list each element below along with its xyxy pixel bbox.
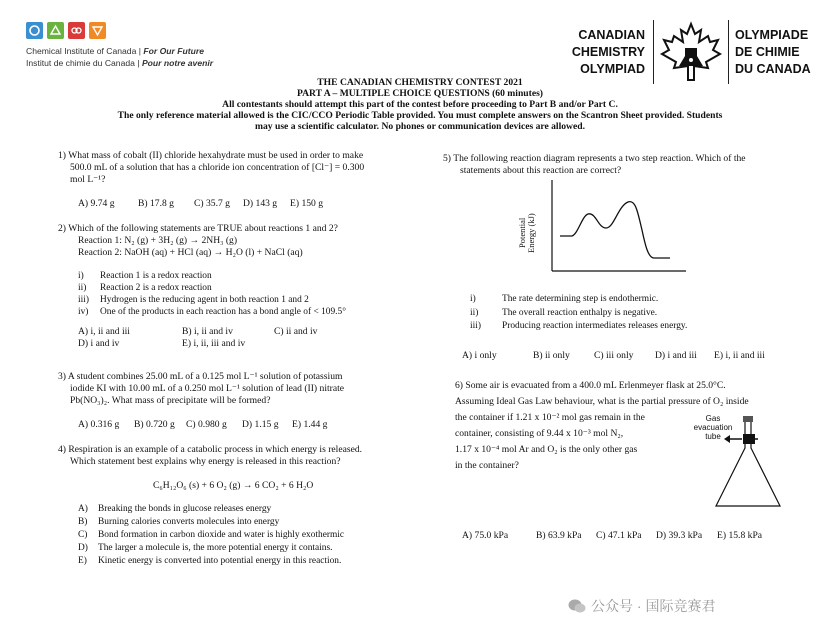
q5-answers bbox=[462, 350, 765, 362]
q1-answer-d[interactable]: D) 143 g bbox=[243, 198, 278, 209]
q3-answer-d[interactable]: D) 1.15 g bbox=[242, 419, 279, 430]
wechat-icon bbox=[568, 598, 586, 614]
q4-option-d[interactable]: The larger a molecule is, the more potential energy it contains. bbox=[98, 543, 333, 553]
wechat-watermark: 公众号 · 国际竞赛君 bbox=[568, 596, 715, 616]
csche-logo-icon bbox=[68, 22, 85, 39]
q2-answer-d[interactable]: D) i and iv bbox=[78, 338, 120, 349]
diagram-ylabel: Potential Energy (kJ) bbox=[517, 213, 536, 253]
q3-answers bbox=[58, 419, 418, 431]
respiration-equation: C₆H₁₂O₆ (s) + 6 O₂ (g) → 6 CO₂ + 6 H₂O bbox=[153, 480, 314, 491]
q6-answer-e[interactable]: E) 15.8 kPa bbox=[717, 530, 763, 541]
q5-answer-b[interactable]: B) ii only bbox=[533, 350, 570, 361]
q5-answer-a[interactable]: A) i only bbox=[462, 350, 497, 361]
header-divider-2 bbox=[728, 20, 729, 84]
ctc-logo-icon bbox=[89, 22, 106, 39]
cic-logo-row bbox=[26, 22, 106, 39]
q6-answer-b[interactable]: B) 63.9 kPa bbox=[536, 530, 582, 541]
q4-option-c[interactable]: Bond formation in carbon dioxide and water is highly exothermic bbox=[98, 530, 345, 540]
q1-answer-b[interactable]: B) 17.8 g bbox=[138, 198, 174, 209]
q6-answer-c[interactable]: C) 47.1 kPa bbox=[596, 530, 642, 541]
q3-answer-e[interactable]: E) 1.44 g bbox=[292, 419, 328, 430]
q4-option-e[interactable]: Kinetic energy is converted into potential energy in this reaction. bbox=[98, 556, 342, 566]
energy-curve bbox=[550, 178, 688, 273]
q1-answer-a[interactable]: A) 9.74 g bbox=[78, 198, 115, 209]
q6-answer-d[interactable]: D) 39.3 kPa bbox=[656, 530, 703, 541]
q6-answer-a[interactable]: A) 75.0 kPa bbox=[462, 530, 509, 541]
question-4: 4) Respiration is an example of a catabolic process in which energy is released. Which statement best explains why energy is released in this reaction? C₆H₁₂O₆ (s) + 6 O₂ (g) → 6 CO₂ + 6 H₂O A) Breaking the bonds in glucose releases energy B) Burning calories converts molecules into energy C) Bond formation in carbon dioxide and water is highly exothermic D) The larger a molecule is, the more potential energy it contains. E) Kinetic energy is converted into potential energy in this reaction. bbox=[58, 444, 428, 568]
reaction-energy-diagram bbox=[517, 178, 690, 280]
cic-tagline-fr: Institut de chimie du Canada | Pour notre avenir bbox=[26, 58, 214, 68]
q2-statements: i) Reaction 1 is a redox reaction ii) Reaction 2 is a redox reaction iii) Hydrogen is the reducing agent in both reaction 1 and 2 iv) One of the products in each reaction has a bond angle of < 109.5° bbox=[78, 271, 346, 317]
q2-answer-b[interactable]: B) i, ii and iv bbox=[182, 326, 233, 337]
header-divider bbox=[653, 20, 654, 84]
question-3: 3) A student combines 25.00 mL of a 0.125 mol L⁻¹ solution of potassium iodide KI with 10.00 mL of a 0.250 mol L⁻¹ solution of lead (II) nitrate Pb(NO₃)₂. What mass of precipitate will be formed? A) 0.316 g B) 0.720 g C) 0.980 g D) 1.15 g E) 1.44 g bbox=[58, 371, 418, 431]
q1-answer-c[interactable]: C) 35.7 g bbox=[194, 198, 230, 209]
q1-answers bbox=[58, 198, 408, 210]
question-6: 6) Some air is evacuated from a 400.0 mL Erlenmeyer flask at 25.0°C. Assuming Ideal Gas Law behaviour, what is the partial pressure of O₂ inside the container if 1.21 x 10⁻² mol gas remain in the container, consisting of 9.44 x 10⁻³ mol N₂, 1.17 x 10⁻⁴ mol Ar and O₂ is the only other gas in the container? bbox=[455, 380, 749, 471]
erlenmeyer-flask-icon bbox=[712, 414, 788, 514]
q6-answers bbox=[462, 530, 762, 542]
q2-answer-e[interactable]: E) i, ii, iii and iv bbox=[182, 338, 246, 349]
cic-tagline-en: Chemical Institute of Canada | For Our Future bbox=[26, 46, 204, 56]
q1-answer-e[interactable]: E) 150 g bbox=[290, 198, 324, 209]
q2-answers bbox=[58, 326, 428, 350]
cco-name-en: CANADIAN CHEMISTRY OLYMPIAD bbox=[571, 28, 645, 76]
q5-answer-e[interactable]: E) i, ii and iii bbox=[714, 350, 765, 361]
question-5: 5) The following reaction diagram represents a two step reaction. Which of the statements about this reaction are correct? bbox=[443, 153, 746, 176]
csc-logo-icon bbox=[47, 22, 64, 39]
q5-statements: i) The rate determining step is endothermic. ii) The overall reaction enthalpy is negative. iii) Producing reaction intermediates releases energy. bbox=[470, 294, 688, 331]
cic-logo-icon bbox=[26, 22, 43, 39]
q2-answer-c[interactable]: C) ii and iv bbox=[274, 326, 318, 337]
gas-tube-label: Gas evacuation tube bbox=[693, 414, 733, 441]
q4-options: A) Breaking the bonds in glucose releases energy B) Burning calories converts molecules into energy C) Bond formation in carbon dioxide and water is highly exothermic D) The larger a molecule is, the more potential energy it contains. E) Kinetic energy is converted into potential energy in this reaction. bbox=[58, 503, 428, 568]
q3-answer-b[interactable]: B) 0.720 g bbox=[134, 419, 175, 430]
q4-option-b[interactable]: Burning calories converts molecules into energy bbox=[98, 517, 280, 527]
question-2: 2) Which of the following statements are TRUE about reactions 1 and 2? Reaction 1: N₂ (g) + 3H₂ (g) → 2NH₃ (g) Reaction 2: NaOH (aq) + HCl (aq) → H₂O (l) + NaCl (aq) i) Reaction 1 is a redox reaction ii) Reaction 2 is a redox reaction iii) Hydrogen is the reducing agent in both reaction 1 and 2 iv) One of the products in each reaction has a bond angle of < 109.5° A) i, ii and iii B) i, ii and iv C) ii and iv D) i and iv E) i, ii, iii and iv bbox=[58, 223, 428, 350]
q3-answer-c[interactable]: C) 0.980 g bbox=[186, 419, 227, 430]
reaction-path bbox=[560, 202, 670, 258]
q4-option-a[interactable]: Breaking the bonds in glucose releases energy bbox=[98, 504, 272, 514]
cco-name-fr: OLYMPIADE DE CHIMIE DU CANADA bbox=[735, 28, 811, 76]
q5-answer-c[interactable]: C) iii only bbox=[594, 350, 634, 361]
contest-title: THE CANADIAN CHEMISTRY CONTEST 2021 PART A – MULTIPLE CHOICE QUESTIONS (60 minutes) All contestants should attempt this part of the contest before proceeding to Part B and/or Part C. The only reference material allowed is the CIC/CCO Periodic Table provided. You must complete answers on the Scantron Sheet provided. Students may use a scientific calculator. No phones or communication devices are allowed. bbox=[117, 77, 723, 132]
q5-answer-d[interactable]: D) i and iii bbox=[655, 350, 697, 361]
q3-answer-a[interactable]: A) 0.316 g bbox=[78, 419, 120, 430]
question-1: 1) What mass of cobalt (II) chloride hexahydrate must be used in order to make 500.0 mL of a solution that has a chloride ion concentration of [Cl⁻] = 0.300 mol L⁻¹? A) 9.74 g B) 17.8 g C) 35.7 g D) 143 g E) 150 g bbox=[58, 150, 408, 210]
q2-answer-a[interactable]: A) i, ii and iii bbox=[78, 326, 130, 337]
